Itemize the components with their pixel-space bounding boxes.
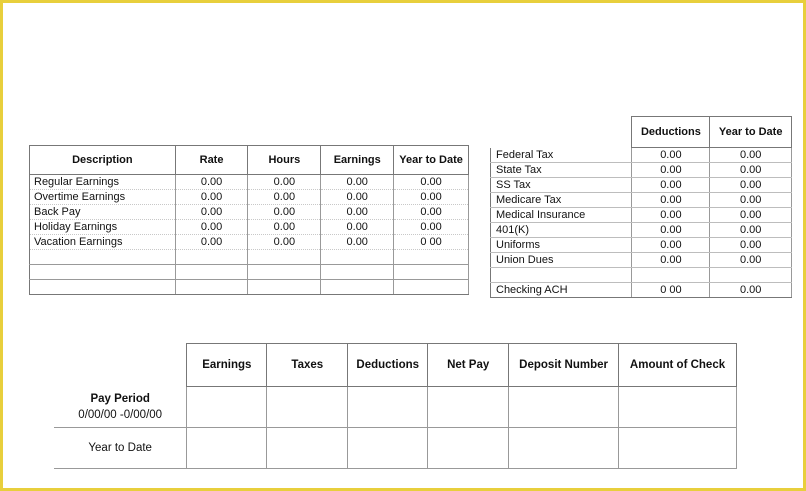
summary-col-amount-of-check: Amount of Check	[619, 344, 737, 387]
deduction-ytd: 0.00	[710, 178, 792, 193]
earning-ytd: 0.00	[394, 190, 469, 205]
table-row	[30, 175, 469, 190]
earning-amount: 0.00	[321, 175, 394, 190]
ytd-earnings	[187, 428, 267, 469]
ytd-amount-of-check	[619, 428, 737, 469]
pay-summary-table	[54, 343, 737, 469]
deduction-ytd: 0.00	[710, 163, 792, 178]
deduction-description	[491, 268, 632, 283]
summary-col-taxes: Taxes	[267, 344, 348, 387]
earning-rate: 0.00	[175, 190, 248, 205]
earning-hours: 0.00	[248, 235, 321, 250]
earnings-table	[29, 145, 469, 295]
pay-period-row	[54, 387, 737, 428]
earning-description: Vacation Earnings	[30, 235, 176, 250]
summary-col-deposit-number: Deposit Number	[509, 344, 619, 387]
deduction-ytd: 0.00	[710, 253, 792, 268]
table-row	[30, 205, 469, 220]
table-row	[491, 148, 792, 163]
table-row	[491, 268, 792, 283]
summary-col-net-pay: Net Pay	[428, 344, 509, 387]
deduction-description: Medicare Tax	[491, 193, 632, 208]
ytd-taxes	[267, 428, 348, 469]
table-row	[491, 178, 792, 193]
earning-ytd: 0.00	[394, 220, 469, 235]
ytd-net-pay	[428, 428, 509, 469]
earning-rate: 0.00	[175, 235, 248, 250]
earning-description: Holiday Earnings	[30, 220, 176, 235]
pay-period-taxes	[267, 387, 348, 428]
deduction-description: Checking ACH	[491, 283, 632, 298]
deduction-ytd: 0.00	[710, 193, 792, 208]
earning-amount: 0.00	[321, 190, 394, 205]
deduction-description: SS Tax	[491, 178, 632, 193]
pay-period-range: 0/00/00 -0/00/00	[78, 408, 163, 421]
summary-col-deductions: Deductions	[348, 344, 428, 387]
earning-ytd: 0.00	[394, 175, 469, 190]
deduction-amount: 0.00	[632, 208, 710, 223]
earnings-header-row	[30, 146, 469, 175]
deduction-ytd	[710, 268, 792, 283]
deduction-amount	[632, 268, 710, 283]
pay-period-deductions	[348, 387, 428, 428]
table-row	[491, 238, 792, 253]
deductions-table	[490, 116, 792, 298]
earnings-col-ytd: Year to Date	[394, 146, 469, 175]
blank-row	[30, 250, 469, 265]
earning-hours: 0.00	[248, 190, 321, 205]
table-row	[30, 190, 469, 205]
deduction-description: Union Dues	[491, 253, 632, 268]
deduction-amount: 0.00	[632, 238, 710, 253]
deductions-col-deductions: Deductions	[632, 117, 710, 148]
earning-hours: 0.00	[248, 220, 321, 235]
deduction-amount: 0.00	[632, 163, 710, 178]
earning-rate: 0.00	[175, 175, 248, 190]
pay-period-label: Pay Period	[90, 392, 150, 405]
earnings-col-hours: Hours	[248, 146, 321, 175]
table-row	[30, 235, 469, 250]
table-row	[491, 223, 792, 238]
deduction-ytd: 0.00	[710, 208, 792, 223]
pay-period-label-cell	[54, 387, 187, 428]
deduction-description: Medical Insurance	[491, 208, 632, 223]
deductions-col-ytd: Year to Date	[710, 117, 792, 148]
pay-period-net-pay	[428, 387, 509, 428]
summary-col-earnings: Earnings	[187, 344, 267, 387]
table-row	[491, 253, 792, 268]
deduction-ytd: 0.00	[710, 223, 792, 238]
table-row	[30, 220, 469, 235]
pay-period-earnings	[187, 387, 267, 428]
earning-amount: 0.00	[321, 205, 394, 220]
pay-period-deposit-number	[509, 387, 619, 428]
table-row	[491, 163, 792, 178]
deduction-amount: 0.00	[632, 148, 710, 163]
earning-ytd: 0.00	[394, 205, 469, 220]
deduction-description: Federal Tax	[491, 148, 632, 163]
deduction-ytd: 0.00	[710, 238, 792, 253]
earning-rate: 0.00	[175, 220, 248, 235]
earning-ytd: 0 00	[394, 235, 469, 250]
earnings-col-earnings: Earnings	[321, 146, 394, 175]
deduction-ytd: 0.00	[710, 283, 792, 298]
blank-row	[30, 280, 469, 295]
deduction-amount: 0.00	[632, 223, 710, 238]
deduction-amount: 0 00	[632, 283, 710, 298]
pay-period-amount-of-check	[619, 387, 737, 428]
table-row	[491, 208, 792, 223]
deduction-amount: 0.00	[632, 253, 710, 268]
earning-description: Overtime Earnings	[30, 190, 176, 205]
deduction-description: State Tax	[491, 163, 632, 178]
earnings-col-description: Description	[30, 146, 176, 175]
table-row	[491, 193, 792, 208]
blank-row	[30, 265, 469, 280]
ytd-deductions	[348, 428, 428, 469]
deduction-description: Uniforms	[491, 238, 632, 253]
earning-amount: 0.00	[321, 235, 394, 250]
ytd-label: Year to Date	[54, 428, 187, 469]
deductions-header-row	[491, 117, 792, 148]
ytd-deposit-number	[509, 428, 619, 469]
earning-description: Back Pay	[30, 205, 176, 220]
earning-amount: 0.00	[321, 220, 394, 235]
ytd-row	[54, 428, 737, 469]
earning-hours: 0.00	[248, 205, 321, 220]
deduction-description: 401(K)	[491, 223, 632, 238]
table-row	[491, 283, 792, 298]
earnings-col-rate: Rate	[175, 146, 248, 175]
earning-rate: 0.00	[175, 205, 248, 220]
deduction-amount: 0.00	[632, 178, 710, 193]
deduction-ytd: 0.00	[710, 148, 792, 163]
deduction-amount: 0.00	[632, 193, 710, 208]
earning-hours: 0.00	[248, 175, 321, 190]
summary-header-row	[54, 344, 737, 387]
earning-description: Regular Earnings	[30, 175, 176, 190]
